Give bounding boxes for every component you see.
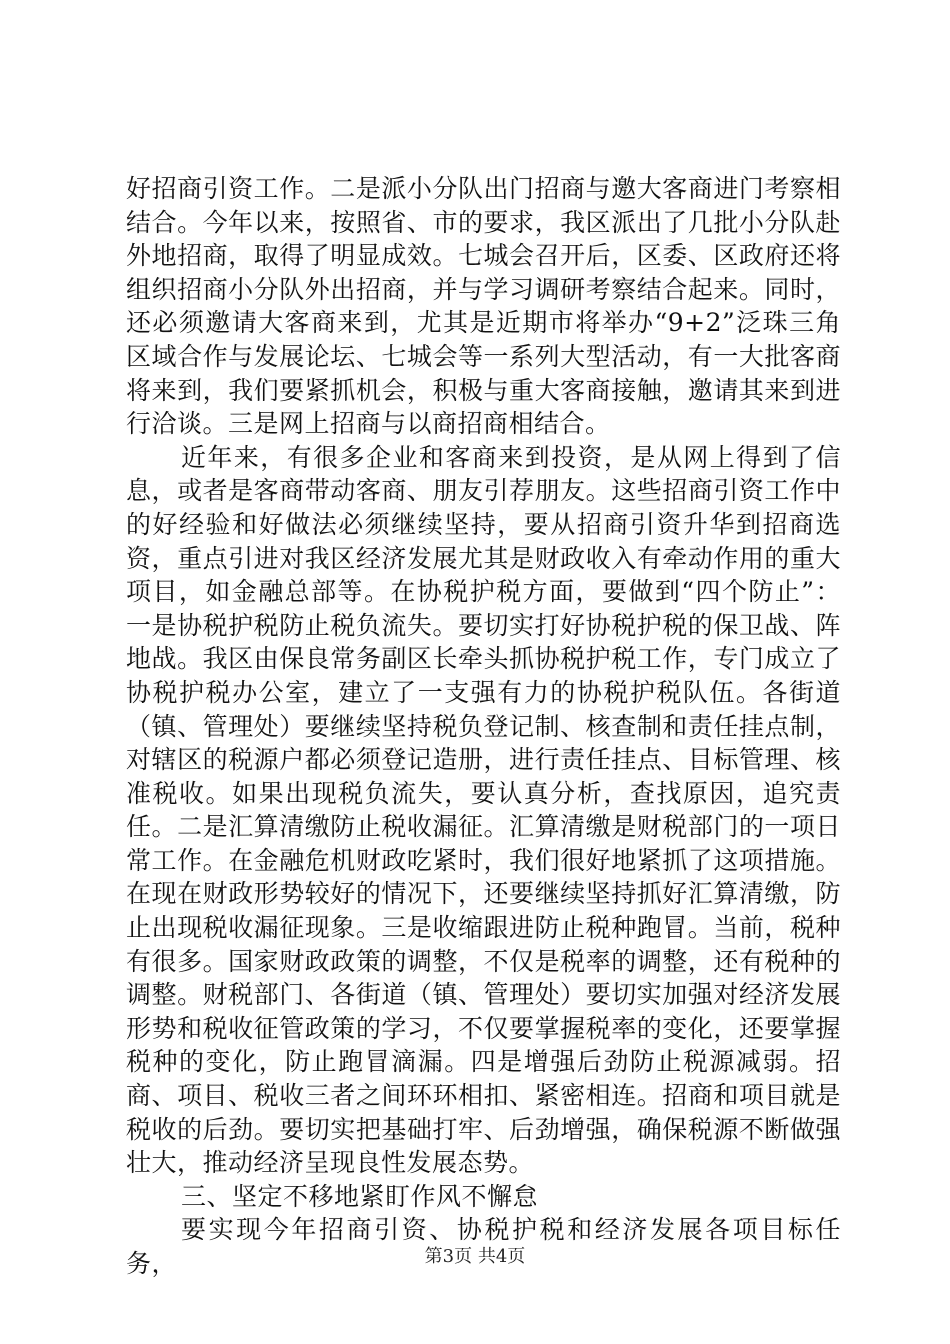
paragraph-continuation: 好招商引资工作。二是派小分队出门招商与邀大客商进门考察相结合。今年以来，按照省、市的要求，我区派出了几批小分队赴外地招商，取得了明显成效。七城会召开后，区委、区政府还将组织招商小分队外出招商，并与学习调研考察结合起来。同时，还必须邀请大客商来到，尤其是近期市将举办“9+2”泛珠三角区域合作与发展论坛、七城会等一系列大型活动，有一大批客商将来到，我们要紧抓机会，积极与重大客商接触，邀请其来到进行洽谈。三是网上招商与以商招商相结合。 [126, 174, 841, 439]
page-number-footer: 第3页 共4页 [424, 1246, 526, 1267]
body-text [126, 172, 841, 1281]
section-heading-3: 三、坚定不移地紧盯作风不懈怠 [181, 1181, 539, 1211]
paragraph-tax-protection: 近年来，有很多企业和客商来到投资，是从网上得到了信息，或者是客商带动客商、朋友引荐朋友。这些招商引资工作中的好经验和好做法必须继续坚持，要从招商引资升华到招商选资，重点引进对我区经济发展尤其是财政收入有牵动作用的重大项目，如金融总部等。在协税护税方面，要做到“四个防止”：一是协税护税防止税负流失。要切实打好协税护税的保卫战、阵地战。我区由保良常务副区长牵头抓协税护税工作，专门成立了协税护税办公室，建立了一支强有力的协税护税队伍。各街道（镇、管理处）要继续坚持税负登记制、核查制和责任挂点制，对辖区的税源户都必须登记造册，进行责任挂点、目标管理、核准税收。如果出现税负流失，要认真分析，查找原因，追究责任。二是汇算清缴防止税收漏征。汇算清缴是财税部门的一项日常工作。在金融危机财政吃紧时，我们很好地紧抓了这项措施。在现在财政形势较好的情况下，还要继续坚持抓好汇算清缴，防止出现税收漏征现象。三是收缩跟进防止税种跑冒。当前，税种有很多。国家财政政策的调整，不仅是税率的调整，还有税种的调整。财税部门、各街道（镇、管理处）要切实加强对经济发展形势和税收征管政策的学习，不仅要掌握税率的变化，还要掌握税种的变化，防止跑冒滴漏。四是增强后劲防止税源减弱。招商、项目、税收三者之间环环相扣、紧密相连。招商和项目就是税收的后劲。要切实把基础打牢、后劲增强，确保税源不断做强壮大，推动经济呈现良性发展态势。 [126, 442, 841, 1178]
paragraph-targets: 要实现今年招商引资、协税护税和经济发展各项目标任务， [126, 1215, 841, 1278]
